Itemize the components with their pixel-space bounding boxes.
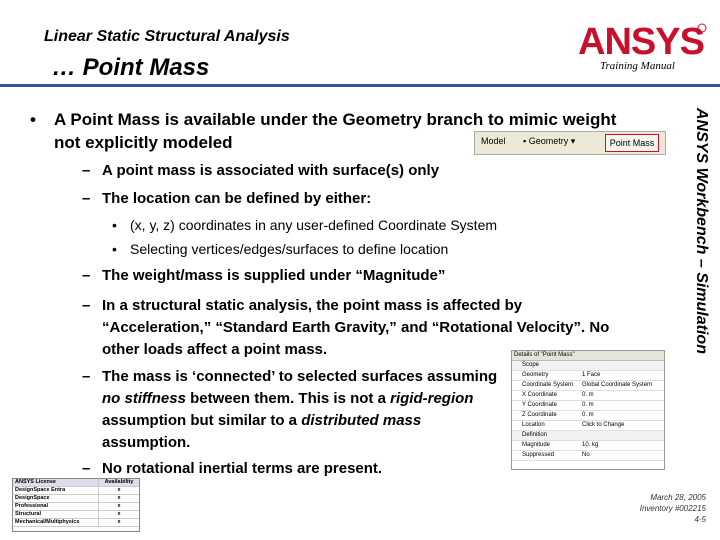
details-row[interactable] bbox=[512, 391, 664, 401]
license-head: ANSYS License bbox=[13, 479, 99, 487]
training-manual-label: Training Manual bbox=[600, 60, 675, 72]
details-row-label: Definition bbox=[522, 432, 548, 438]
bullet-dot: • bbox=[30, 110, 36, 129]
ansys-logo bbox=[578, 20, 708, 64]
sub-item-4: – In a structural static analysis, the point mass is affected by “Acceleration,” “Standard Earth Gravity,” and “Rotational Velocity”. No other loads affect a point mass. bbox=[82, 297, 610, 358]
toolbar-model[interactable]: Model bbox=[481, 136, 506, 146]
footer-page: 4-5 bbox=[694, 515, 706, 524]
details-row-label: Location bbox=[522, 422, 545, 428]
main-bullet-text: A Point Mass is available under the Geometry branch to mimic weight not explicitly modeled bbox=[54, 110, 617, 152]
details-row-label: Scope bbox=[522, 362, 540, 368]
details-row-value: Global Coordinate System bbox=[582, 382, 653, 388]
details-row-label: X Coordinate bbox=[522, 392, 558, 398]
details-row-label: Suppressed bbox=[522, 452, 555, 458]
slide-title: Linear Static Structural Analysis bbox=[44, 28, 290, 45]
level3-item-2: • Selecting vertices/edges/surfaces to define location bbox=[112, 241, 449, 257]
details-row-value: 1 Face bbox=[582, 372, 601, 378]
footer bbox=[640, 492, 706, 525]
details-row[interactable] bbox=[512, 381, 664, 391]
details-row[interactable] bbox=[512, 441, 664, 451]
license-name: Structural bbox=[13, 511, 99, 519]
details-row-label: Z Coordinate bbox=[522, 412, 557, 418]
details-row-value: Click to Change bbox=[582, 422, 625, 428]
details-row[interactable] bbox=[512, 371, 664, 381]
details-row-value: 0. m bbox=[582, 392, 594, 398]
license-table bbox=[12, 478, 140, 532]
sub-item-2: – The location can be defined by either: bbox=[82, 190, 372, 207]
details-row[interactable] bbox=[512, 421, 664, 431]
details-row[interactable] bbox=[512, 401, 664, 411]
sub-item-5: – The mass is ‘connected’ to selected surfaces assuming no stiffness between them. This is not a rigid-region assumption but similar to a distributed mass assumption. bbox=[82, 368, 498, 451]
sub-item-6: – No rotational inertial terms are present. bbox=[82, 460, 383, 477]
details-panel bbox=[511, 350, 665, 470]
license-mark: x bbox=[99, 495, 140, 503]
point-mass-button[interactable]: Point Mass bbox=[605, 134, 659, 152]
footer-inventory: Inventory #002215 bbox=[639, 504, 706, 513]
details-row[interactable] bbox=[512, 411, 664, 421]
sidebar-vertical-title: ANSYS Workbench – Simulation bbox=[693, 108, 710, 354]
details-row-value: 0. m bbox=[582, 402, 594, 408]
license-mark: x bbox=[99, 503, 140, 511]
details-row[interactable] bbox=[512, 451, 664, 461]
details-row[interactable] bbox=[512, 431, 664, 441]
license-name: DesignSpace Entra bbox=[13, 487, 99, 495]
header-divider bbox=[0, 84, 720, 87]
toolbar-geometry[interactable]: ▪ Geometry ▾ bbox=[523, 136, 576, 146]
footer-date: March 28, 2005 bbox=[650, 493, 706, 502]
license-name: Mechanical/Multiphysics bbox=[13, 519, 99, 527]
details-row-label: Coordinate System bbox=[522, 382, 574, 388]
slide-subtitle: … Point Mass bbox=[52, 54, 210, 81]
geometry-toolbar bbox=[474, 131, 666, 155]
license-mark: x bbox=[99, 519, 140, 527]
license-mark: x bbox=[99, 511, 140, 519]
availability-head: Availability bbox=[99, 479, 140, 487]
sub-item-3: – The weight/mass is supplied under “Magnitude” bbox=[82, 267, 446, 284]
details-row-value: 10. kg bbox=[582, 442, 599, 448]
details-header: Details of "Point Mass" bbox=[512, 351, 664, 361]
level3-item-1: • (x, y, z) coordinates in any user-defined Coordinate System bbox=[112, 217, 498, 233]
details-row-value: 0. m bbox=[582, 412, 594, 418]
details-row-label: Geometry bbox=[522, 372, 549, 378]
license-mark: x bbox=[99, 487, 140, 495]
details-row-value: No bbox=[582, 452, 590, 458]
sub-item-1: – A point mass is associated with surface(s) only bbox=[82, 162, 440, 179]
details-row-label: Magnitude bbox=[522, 442, 551, 448]
logo-text: ANSYS bbox=[578, 21, 704, 63]
license-name: Professional bbox=[13, 503, 99, 511]
details-row-label: Y Coordinate bbox=[522, 402, 557, 408]
details-row[interactable] bbox=[512, 361, 664, 371]
license-name: DesignSpace bbox=[13, 495, 99, 503]
